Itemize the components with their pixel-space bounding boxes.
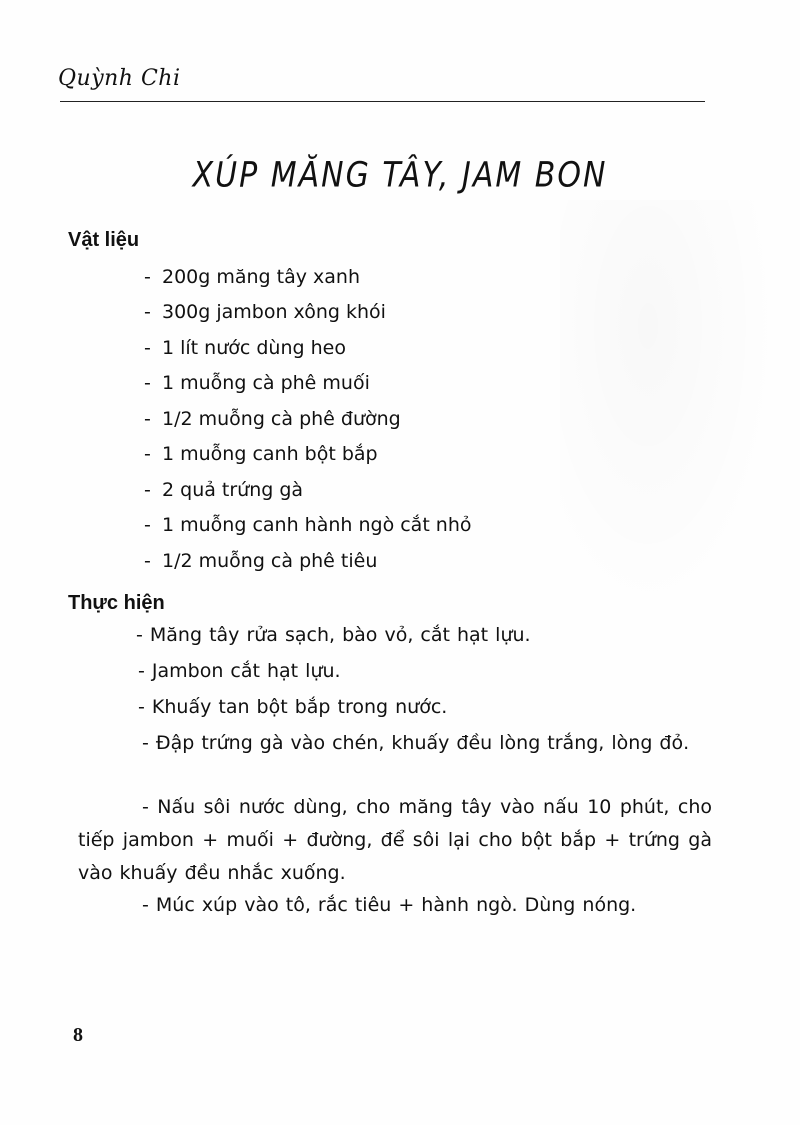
bullet-dash: - xyxy=(144,372,151,394)
ingredient-item: - 1/2 muỗng cà phê tiêu xyxy=(144,550,378,572)
method-step: - Khuấy tan bột bắp trong nước. xyxy=(138,696,448,718)
method-step: - Măng tây rửa sạch, bào vỏ, cắt hạt lựu. xyxy=(136,624,531,646)
method-step: - Đập trứng gà vào chén, khuấy đều lòng trắng, lòng đỏ. xyxy=(142,732,690,754)
recipe-title: XÚP MĂNG TÂY, JAM BON xyxy=(192,155,608,196)
ingredient-item: - 2 quả trứng gà xyxy=(144,479,304,501)
bullet-dash: - xyxy=(144,266,151,288)
show-through-texture xyxy=(560,200,780,620)
ingredient-item: - 1 muỗng cà phê muối xyxy=(144,372,370,394)
ingredients-heading: Vật liệu xyxy=(68,229,140,251)
bullet-dash: - xyxy=(144,514,151,536)
header-rule xyxy=(60,101,705,102)
bullet-dash: - xyxy=(144,337,151,359)
ingredient-item: - 1/2 muỗng cà phê đường xyxy=(144,408,401,430)
ingredient-item: - 200g măng tây xanh xyxy=(144,266,361,288)
ingredient-item: - 1 muỗng canh bột bắp xyxy=(144,443,378,465)
running-head-author: Quỳnh Chi xyxy=(58,66,181,91)
ingredient-item: - 1 muỗng canh hành ngò cắt nhỏ xyxy=(144,514,472,536)
method-heading: Thực hiện xyxy=(68,592,165,614)
method-step: - Múc xúp vào tô, rắc tiêu + hành ngò. Dùng nóng. xyxy=(142,894,637,916)
ingredient-item: - 1 lít nước dùng heo xyxy=(144,337,346,359)
method-step: - Jambon cắt hạt lựu. xyxy=(138,660,341,682)
method-step: - Nấu sôi nước dùng, cho măng tây vào nấu 10 phút, cho tiếp jambon + muối + đường, để sôi lại cho bột bắp + trứng gà vào khuấy đều nhắc xuống. xyxy=(78,796,712,884)
bullet-dash: - xyxy=(144,301,151,323)
ingredient-item: - 300g jambon xông khói xyxy=(144,301,386,323)
bullet-dash: - xyxy=(144,408,151,430)
bullet-dash: - xyxy=(144,479,151,501)
bullet-dash: - xyxy=(144,443,151,465)
bullet-dash: - xyxy=(144,550,151,572)
page-number: 8 xyxy=(73,1024,83,1046)
